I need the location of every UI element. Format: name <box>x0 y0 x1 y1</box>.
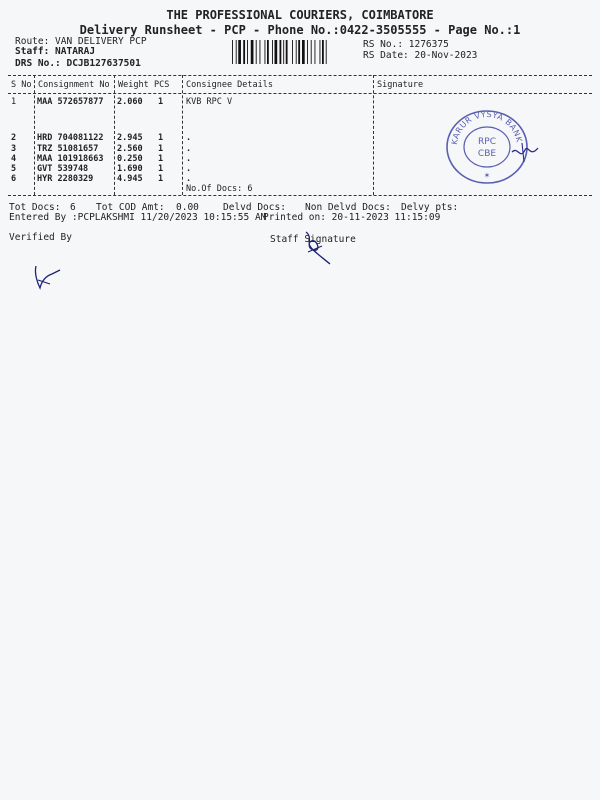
rs-date: RS Date: 20-Nov-2023 <box>363 50 478 61</box>
row-pcs: 1 <box>158 97 164 107</box>
col-header-signature: Signature <box>377 80 424 90</box>
col-header-consignee: Consignee Details <box>186 80 273 90</box>
row-weight: 2.945 <box>117 133 143 143</box>
row-consignment: TRZ 51081657 <box>37 144 99 154</box>
row-pcs: 1 <box>158 133 164 143</box>
runsheet-subtitle: Delivery Runsheet - PCP - Phone No.:0422-3505555 - Page No.:1 <box>79 23 521 37</box>
tot-docs-value: 6 <box>70 202 76 213</box>
staff-signature-image <box>300 228 334 266</box>
row-weight: 2.560 <box>117 144 143 154</box>
row-consignment: HYR 2280329 <box>37 174 94 184</box>
row-sno: 5 <box>11 164 17 174</box>
col-header-consignment: Consignment No <box>38 80 110 90</box>
row-weight: 0.250 <box>117 154 143 164</box>
svg-text:CBE: CBE <box>477 149 497 159</box>
table-top-rule <box>8 75 592 76</box>
col-divider <box>34 75 35 195</box>
row-details: . <box>186 144 192 154</box>
svg-text:✶: ✶ <box>483 171 491 180</box>
staff-signature-label: Staff Signature <box>270 234 356 245</box>
table-header-rule <box>8 93 592 94</box>
tot-cod-label: Tot COD Amt: <box>96 202 165 213</box>
printed-on: Printed on: 20-11-2023 11:15:09 <box>263 212 441 223</box>
delvd-docs-label: Delvd Docs: <box>223 202 286 213</box>
col-divider <box>373 75 374 195</box>
non-delvd-docs-label: Non Delvd Docs: <box>305 202 391 213</box>
row-sno: 1 <box>11 97 17 107</box>
row-pcs: 1 <box>158 174 164 184</box>
col-header-sno: S No <box>11 80 32 90</box>
row-details: KVB RPC V <box>186 97 233 107</box>
no-of-docs: No.Of Docs: 6 <box>186 184 253 194</box>
drs-number: DRS No.: DCJB127637501 <box>15 58 141 69</box>
table-bottom-rule <box>8 195 592 196</box>
row-details: . <box>186 174 192 184</box>
col-divider <box>182 75 183 195</box>
row-details: . <box>186 164 192 174</box>
verifier-signature-image <box>30 262 64 292</box>
row-weight: 4.945 <box>117 174 143 184</box>
consignee-signature-image <box>510 140 540 165</box>
row-sno: 2 <box>11 133 17 143</box>
company-name: THE PROFESSIONAL COURIERS, COIMBATORE <box>166 8 434 22</box>
tot-docs-label: Tot Docs: <box>9 202 61 213</box>
row-sno: 6 <box>11 174 17 184</box>
row-sno: 4 <box>11 154 17 164</box>
row-sno: 3 <box>11 144 17 154</box>
tot-cod-value: 0.00 <box>176 202 199 213</box>
delvy-pts-label: Delvy pts: <box>401 202 459 213</box>
row-consignment: GVT 539748 <box>37 164 89 174</box>
staff-label: Staff: NATARAJ <box>15 46 96 57</box>
row-details: . <box>186 133 192 143</box>
rs-number: RS No.: 1276375 <box>363 39 449 50</box>
verified-by-label: Verified By <box>9 232 72 243</box>
col-header-weight: Weight <box>118 80 149 90</box>
row-details: . <box>186 154 192 164</box>
col-header-pcs: PCS <box>154 80 170 90</box>
row-consignment: HRD 704081122 <box>37 133 104 143</box>
row-consignment: MAA 572657877 <box>37 97 104 107</box>
route-label: Route: VAN DELIVERY PCP <box>15 36 147 47</box>
row-pcs: 1 <box>158 164 164 174</box>
svg-text:RPC: RPC <box>478 137 496 147</box>
col-divider <box>114 75 115 195</box>
row-consignment: MAA 101918663 <box>37 154 104 164</box>
row-pcs: 1 <box>158 144 164 154</box>
row-pcs: 1 <box>158 154 164 164</box>
barcode-image <box>232 40 357 64</box>
row-weight: 2.060 <box>117 97 143 107</box>
row-weight: 1.690 <box>117 164 143 174</box>
entered-by: Entered By :PCPLAKSHMI 11/20/2023 10:15:55 AM <box>9 212 267 223</box>
svg-text:KARUR VYSYA BANK: KARUR VYSYA BANK <box>450 109 524 146</box>
